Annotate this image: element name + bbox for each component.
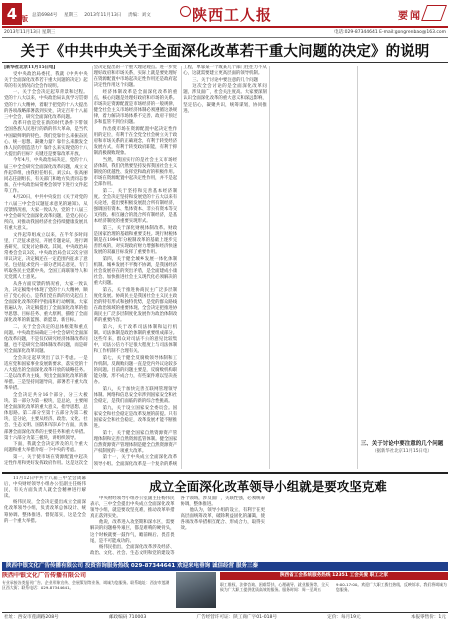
masthead-rule [2,26,448,28]
ad-text: 专业承接各类报刊广告、企业形象宣传、会展策划等业务，竭诚为您服务。联系地址：西安市莲湖区西大街；联系电话：029-87344641。 [2,580,170,591]
footer-rule [2,612,448,613]
ad-hotline-text: 职工维权、法律咨询、困难帮扶、心理疏导、就业服务等，全天候为广大职工提供优质高效的服务。服务时间：周一至周五 9:00-17:00。欢迎广大职工拨打热线，反映诉求，我们将竭诚为您服务。 [220,582,447,593]
paragraph: 改革开放是党在新的时代条件下带领全国各族人民进行的新的伟大革命，是当代中国最鲜明的特色。我们党靠什么来振奋民心、统一思想、凝聚力量？靠什么来激发全体人民的创造活力？靠什么来实现党的十八大提出的目标？关键还是要靠改革开放。 [4,121,88,157]
footer-postcode: 邮政编码 710003 [108,615,147,620]
seal-icon [180,6,191,17]
footer-license: 广告经营许可证：陕工商广字01-018号 [196,615,278,620]
paragraph: 第三，关于深化财税体制改革。财政是国家治理的基础和重要支柱。现行财税体制是在1994年分税制改革的基础上逐步完善形成的，对实现政府财力增强和经济快速发展的双赢目标发挥了重要作用。 [93,225,178,256]
masthead-meta [32,12,156,18]
paper-name: 陕西工人报 [192,6,273,24]
ad-photo [176,572,216,608]
subhead-date: 2013年11月13日 星期三 [4,30,56,35]
paragraph: 二、关于全会决定的总体框架和重点问题。中央政治局确定三中全会研究全面深化改革问题，不是仅仅研究经济体制改革问题，也不是研究全部体制改革问题，而是研究全面深化改革问题。 [4,324,88,355]
page-number-suffix: 版 [21,15,28,23]
page-number: 4 [2,3,22,25]
ad-left-block [2,572,172,610]
inset-heading [359,440,445,464]
section-mark-icon [421,5,447,21]
subhead-rule [2,37,448,38]
main-story-body [4,65,446,470]
paragraph: 第七，关于健全反腐败领导体制和工作机制。反腐败问题一直是党内外议论较多的问题。目前的问题主要是，反腐败机构职能分散、形不成合力，有些案件难以坚决查办。 [93,355,178,386]
paragraph: 4月20日，中共中央发出《关于对党的十八届三中全会议题征求意见的通知》。从反馈情况看，大家一致认为，党的十八届三中全会研究全面深化改革问题，是党心民心所向，对推动我国经济社会持续健康发展具有重大意义。 [4,195,88,231]
paragraph: 第二，关于坚持和完善基本经济制度。全会决定坚持和发展党的十五大以来有关论述，提出要积极发展混合所有制经济，强调国有资本、集体资本、非公有资本等交叉持股、相互融合的混合所有制经济，是基本经济制度的重要实现形式。 [93,188,178,225]
second-story-body [90,496,446,560]
masthead [2,3,448,27]
paragraph: 杨伟民指出，全面深化改革涉及经济、政治、文化、社会、生态文明和党的建设等各个领域，涉及面广，关联性强，必须统筹协调，整体推进。 [90,496,265,556]
paragraph: 下面，我就全会决定涉及的几个重大问题和重大举措介绍一下中央的考虑。 [4,442,88,454]
ad-hotline-banner: 陕西省工会系统服务热线 12351 工会关爱 职工之家 [220,572,448,580]
paragraph: 11月12日中共十八届三中全会闭幕后，中央财经领导小组办公室副主任杨伟民，有关方面负责人就全会精神进行解读。 [4,476,86,500]
inset-source: （据新华社北京11月15日电） [372,449,432,454]
paragraph: 从各方面反馈的情况看，大家一致认为，决定稿集中体现了党的十八大精神，顺应了党心民心，是我们党在新的历史起点上全面深化改革的科学指南和行动纲领。大家普遍认为，决定稿提出了全面深化改革的指导思想、目标任务、重大原则，描绘了全面深化改革的新蓝图、新愿景、新目标。 [4,281,88,324]
paragraph: 第八，关于加快完善互联网管理领导体制。网络和信息安全牵涉到国家安全和社会稳定，是我们面临的新的综合性挑战。 [93,386,178,405]
issue-date: 2013年11月13日 [84,13,122,18]
story-divider [2,472,448,474]
paragraph: 第十，关于健全国家自然资源资产管理体制和完善自然资源监管体制。健全国家自然资源资产管理体制是健全自然资源资产产权制度的一项重大改革。 [93,430,178,454]
paragraph: 第一，关于使市场在资源配置中起决定性作用和更好发挥政府作用。这是这次全会决定提出的一个重大理论观点。进一步处理好政府和市场关系，实际上就是要处理好在资源配置中市场起决定性作用还是政府起决定性作用这个问题。 [4,65,178,466]
paragraph: 文件起草组成立以来，在半年多时间里，广泛征求意见，开展专题论证，进行调查研究，反复讨论修改。其间，中央政治局常委会会议3次、中央政治局会议2次分别审议决定，决定稿还在一定范围内征求了意见，包括征求党内一部分老同志意见，专门听取各民主党派中央、全国工商联领导人和无党派人士意见。 [4,232,88,281]
paragraph: 当然，我国实行的是社会主义市场经济体制，我们仍然要坚持发挥我国社会主义制度的优越性、发挥党和政府的积极作用。市场在资源配置中起决定性作用，并不是起全部作用。 [93,157,178,188]
footer-price: 定价：每月19元 [327,615,361,620]
paragraph: 中央财经领导小组办公室副主任杨伟民表示，三中全会提出中央成立全面深化改革领导小组，就是要攻坚克难，推动改革举措真正落到实处。 [90,496,175,520]
ad-title: 陕西中银文化广告传播有限公司 [2,572,87,579]
paragraph: 经济体制改革是全面深化改革的重点，核心问题是处理好政府和市场的关系。市场决定资源配置是市场经济的一般规律，健全社会主义市场经济体制必须遵循这条规律，着力解决市场体系不完善、政府干预过多和监管不到位问题。 [93,89,178,126]
subhead-contact: 电话:029-87344641 E-mail:gongrenbao@163.com [334,30,446,35]
paragraph: 第五，关于推进协商民主广泛多层制度化发展。协商民主是我国社会主义民主政治的特有形式和独特优势，是党的群众路线在政治领域的重要体现。全会决定把推进协商民主广泛多层制度化发展作为政治体制改革的重要内容。 [93,287,178,324]
issue-number: 总第6984号 [32,13,58,18]
paragraph: 这次全会讨论的是全面深化改革问题，涉及面广，社会关注度高。大家要深刻认识全面深化改革的重大意义和深远影响，坚定信心，凝聚共识，统筹谋划，协同推进。 [183,84,267,114]
weekday: 星期三 [63,13,78,18]
editor: 责编：刘文 [127,13,151,18]
paragraph: 一、关于全会决定起草背景和过程。党的十八大以来，中央政治局认真学习贯彻党的十八大精神，着眼于把党的十八大提出的各项战略部署落到实处，决定召开十八届三中全会，研究全面深化改革问题。 [4,90,88,120]
paragraph: 杨伟民说，全会决定提出成立全面深化改革领导小组，负责改革总体设计、统筹协调、整体推进、督促落实，这是全会的一个重大举措。 [4,500,86,524]
paragraph: 全会决定起草突出了以下考虑。一是适应党和国家事业发展新要求，落实党的十八大提出的全面深化改革开放的战略任务。二是以改革为主线，突出全面深化改革的新举措。三是坚持问题导向，部署若干重大改革举措。 [4,355,88,392]
second-story-headline: 成立全面深化改革领导小组就是要攻坚克难 [149,479,387,494]
ad-banner: 陕西中银文化广告传播有限公司 投资咨询服务热线 029-87344641 欢迎来电垂询 诚信经营 服务三秦 [2,562,448,571]
footer-retail: 本报零售价：1元 [410,615,446,620]
footer [4,614,446,624]
main-headline: 关于《中共中央关于全面深化改革若干重大问题的决定》的说明 [20,44,430,60]
section-label: 要闻 [398,11,422,22]
paragraph: 三、关于讨论中要注意的几个问题 [192,77,259,83]
paragraph: 今年4月，中央政治局决定，党的十八届三中全会研究全面深化改革问题，成立文件起草组，由我担任组长，刘云山、张高丽同志任副组长，有关部门和地方负责同志参加，在中央政治局常委会领导下进行文件起草工作。 [4,158,88,194]
paragraph: 第六，关于改革司法体制和运行机制。司法体制是政治体制的重要组成部分。这些年来，群众对司法不公的意见比较集中，司法公信力不足很大程度上与司法体制和工作机制不合理有关。 [93,324,178,355]
paragraph: 受中央政治局委托，我就《中共中央关于全面深化改革若干重大问题的决定》起草的有关情况向全会作说明。 [4,71,88,89]
subhead-bar [4,29,446,37]
ad-right-block [220,572,448,610]
paragraph: 第四，关于健全城乡发展一体化体制机制。城乡发展不平衡不协调，是我国经济社会发展存在的突出矛盾，是全面建成小康社会、加快推进社会主义现代化必须解决的重大问题。 [93,256,178,287]
paragraph: 作出使市场在资源配置中起决定性作用的定位，有利于在全党全社会树立关于政府和市场关系的正确观念，有利于转变经济发展方式，有利于转变政府职能，有利于抑制消极腐败现象。 [93,126,178,157]
footer-address: 社址：西安市莲湖路208号 [4,615,59,620]
paragraph: 他认为，领导小组的设立，有利于在更高层面统筹改革，破除利益固化的藩篱，使各项改革举措相互配合、形成合力，取得实效。 [180,508,265,532]
paragraph: 全会决定共分16个部分，分三大板块。第一部分为第一板块，是总论，主要阐述全面深化改革的重大意义、指导思想、总体思路。第二部分至第十五部分为第二板块，是分论，主要从经济、政治、文化、社会、生态文明、国防和军队6个方面，具体部署全面深化改革的主要任务和重大举措。第十六部分为第三板块，讲组织领导。 [4,392,88,441]
headline-rule [2,62,448,63]
paragraph: 第九，关于设立国家安全委员会。国家安全和社会稳定是改革发展的前提。只有国家安全和社会稳定，改革发展才能不断推进。 [93,405,178,429]
paragraph: 第十一，关于中央成立全面深化改革领导小组。全面深化改革是一个复杂的系统工程，单靠某一个或某几个部门往往力不从心，这就需要建立更高层面的领导机制。 [93,65,267,467]
story-dateline: [新华社北京11月15日电] [4,65,56,70]
inset-title: 三、关于讨论中要注意的几个问题 [360,441,444,447]
paragraph: 他说，改革进入攻坚期和深水区，需要解决的问题格外艰巨，都是难啃的硬骨头，这个时候就要一鼓作气，瞻前顾后、畏首畏尾，是不可能成功的。 [90,520,175,544]
second-story-intro [4,476,86,560]
